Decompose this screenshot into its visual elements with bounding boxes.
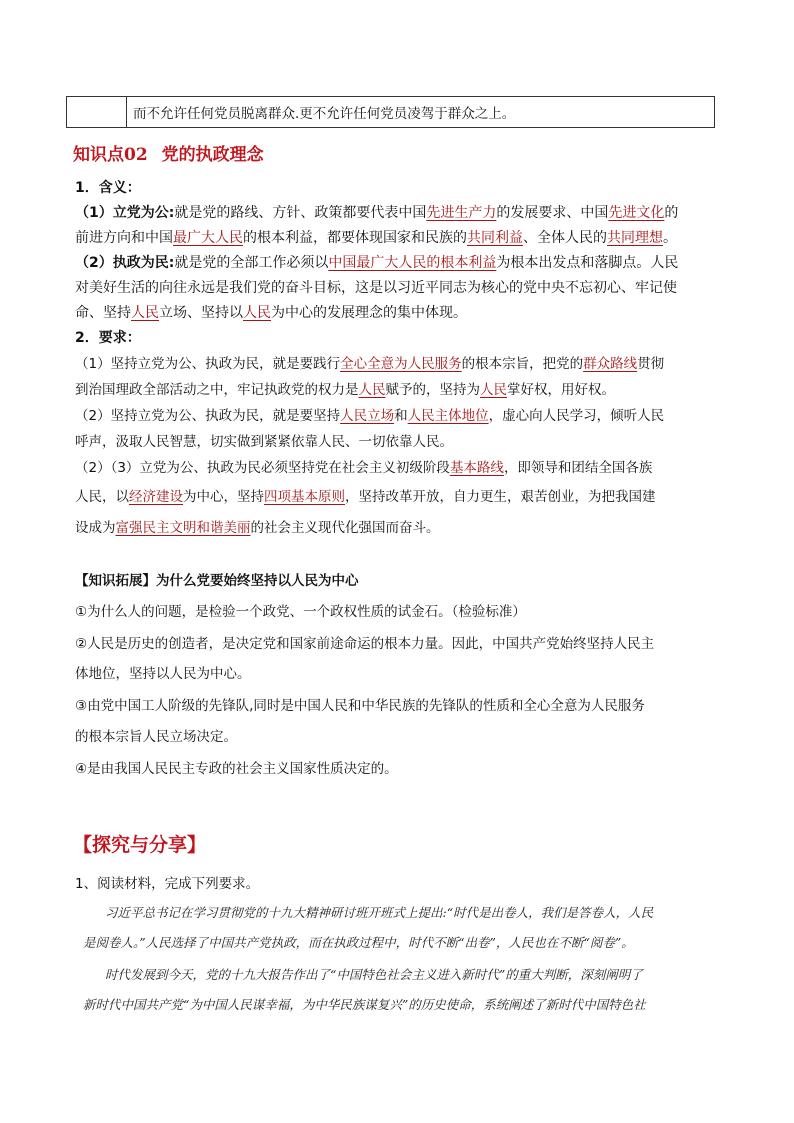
req-1-line1: （1）坚持立党为公、执政为民，就是要践行全心全意为人民服务的根本宗旨，把党的群众路线贯彻 (75, 356, 665, 372)
expand-item-2a: ②人民是历史的创造者，是决定党和国家前途命运的根本力量。因此，中国共产党始终坚持人民主 (75, 636, 655, 652)
heading-title: 党的执政理念 (161, 145, 264, 165)
material-line-4: 新时代中国共产党“为中国人民谋幸福，为中华民族谋复兴”的历史使命，系统阐述了新时代中国特色社 (83, 997, 646, 1012)
task-question: 1、阅读材料，完成下列要求。 (75, 876, 260, 892)
heading-label: 知识点02 (73, 145, 148, 165)
expand-item-4: ④是由我国人民民主专政的社会主义国家性质决定的。 (75, 761, 398, 777)
req-2-line1: （2）坚持立党为公、执政为民，就是要坚持人民立场和人民主体地位，虚心向人民学习，倾听人民 (75, 408, 665, 424)
section-title: 【探究与分享】 (73, 834, 207, 856)
table-cell-text: 而不允许任何党员脱离群众.更不允许任何党员凌驾于群众之上。 (127, 97, 715, 128)
material-line-3: 时代发展到今天，党的十九大报告作出了“中国特色社会主义进入新时代”的重大判断，深刻阐明了 (105, 967, 643, 982)
table-row (67, 97, 715, 128)
req-2-line2: 呼声，汲取人民智慧，切实做到紧紧依靠人民、一切依靠人民。 (75, 434, 453, 450)
meaning-title: 1．含义： (75, 180, 141, 196)
material-line-1: 习近平总书记在学习贯彻党的十九大精神研讨班开班式上提出:“时代是出卷人，我们是答卷人，人民 (105, 905, 654, 920)
meaning-p2-line1: （2）执政为民:就是党的全部工作必须以中国最广大人民的根本利益为根本出发点和落脚点。人民 (75, 255, 679, 271)
req-3-line3: 设成为富强民主文明和谐美丽的社会主义现代化强国而奋斗。 (75, 520, 440, 536)
knowledge-heading (73, 140, 264, 165)
expand-title: 【知识拓展】为什么党要始终坚持以人民为中心 (75, 573, 359, 589)
meaning-p2-line2: 对美好生活的向往永远是我们党的奋斗目标，这是以习近平同志为核心的党中央不忘初心、牢记使 (75, 280, 677, 296)
expand-item-1: ①为什么人的问题，是检验一个政党、一个政权性质的试金石。（检验标准） (75, 604, 526, 620)
req-1-line2: 到治国理政全部活动之中，牢记执政党的权力是人民赋予的，坚持为人民掌好权，用好权。 (75, 382, 615, 398)
expand-item-2b: 体地位，坚持以人民为中心。 (75, 666, 251, 682)
req-3-line2: 人民，以经济建设为中心，坚持四项基本原则，坚持改革开放，自力更生，艰苦创业，为把我国建 (75, 489, 656, 505)
requirements-title: 2．要求： (75, 330, 141, 346)
continuation-table (66, 96, 715, 128)
table-cell-empty (67, 97, 127, 128)
req-3-line1: （2）（3）立党为公、执政为民必须坚持党在社会主义初级阶段基本路线，即领导和团结全国各族 (75, 460, 653, 476)
meaning-p2-line3: 命、坚持人民立场、坚持以人民为中心的发展理念的集中体现。 (75, 305, 467, 321)
expand-item-3b: 的根本宗旨人民立场决定。 (75, 729, 237, 745)
meaning-p1-line1: （1）立党为公:就是党的路线、方针、政策都要代表中国先进生产力的发展要求、中国先进文化的 (75, 205, 679, 221)
expand-item-3a: ③由党中国工人阶级的先锋队,同时是中国人民和中华民族的先锋队的性质和全心全意为人民服务 (75, 698, 645, 714)
material-line-2: 是阅卷人。”人民选择了中国共产党执政，而在执政过程中，时代不断“出卷”，人民也在不断“阅卷”。 (83, 935, 634, 950)
meaning-p1-line2: 前进方向和中国最广大人民的根本利益，都要体现国家和民族的共同利益、全体人民的共同理想。 (75, 230, 677, 246)
